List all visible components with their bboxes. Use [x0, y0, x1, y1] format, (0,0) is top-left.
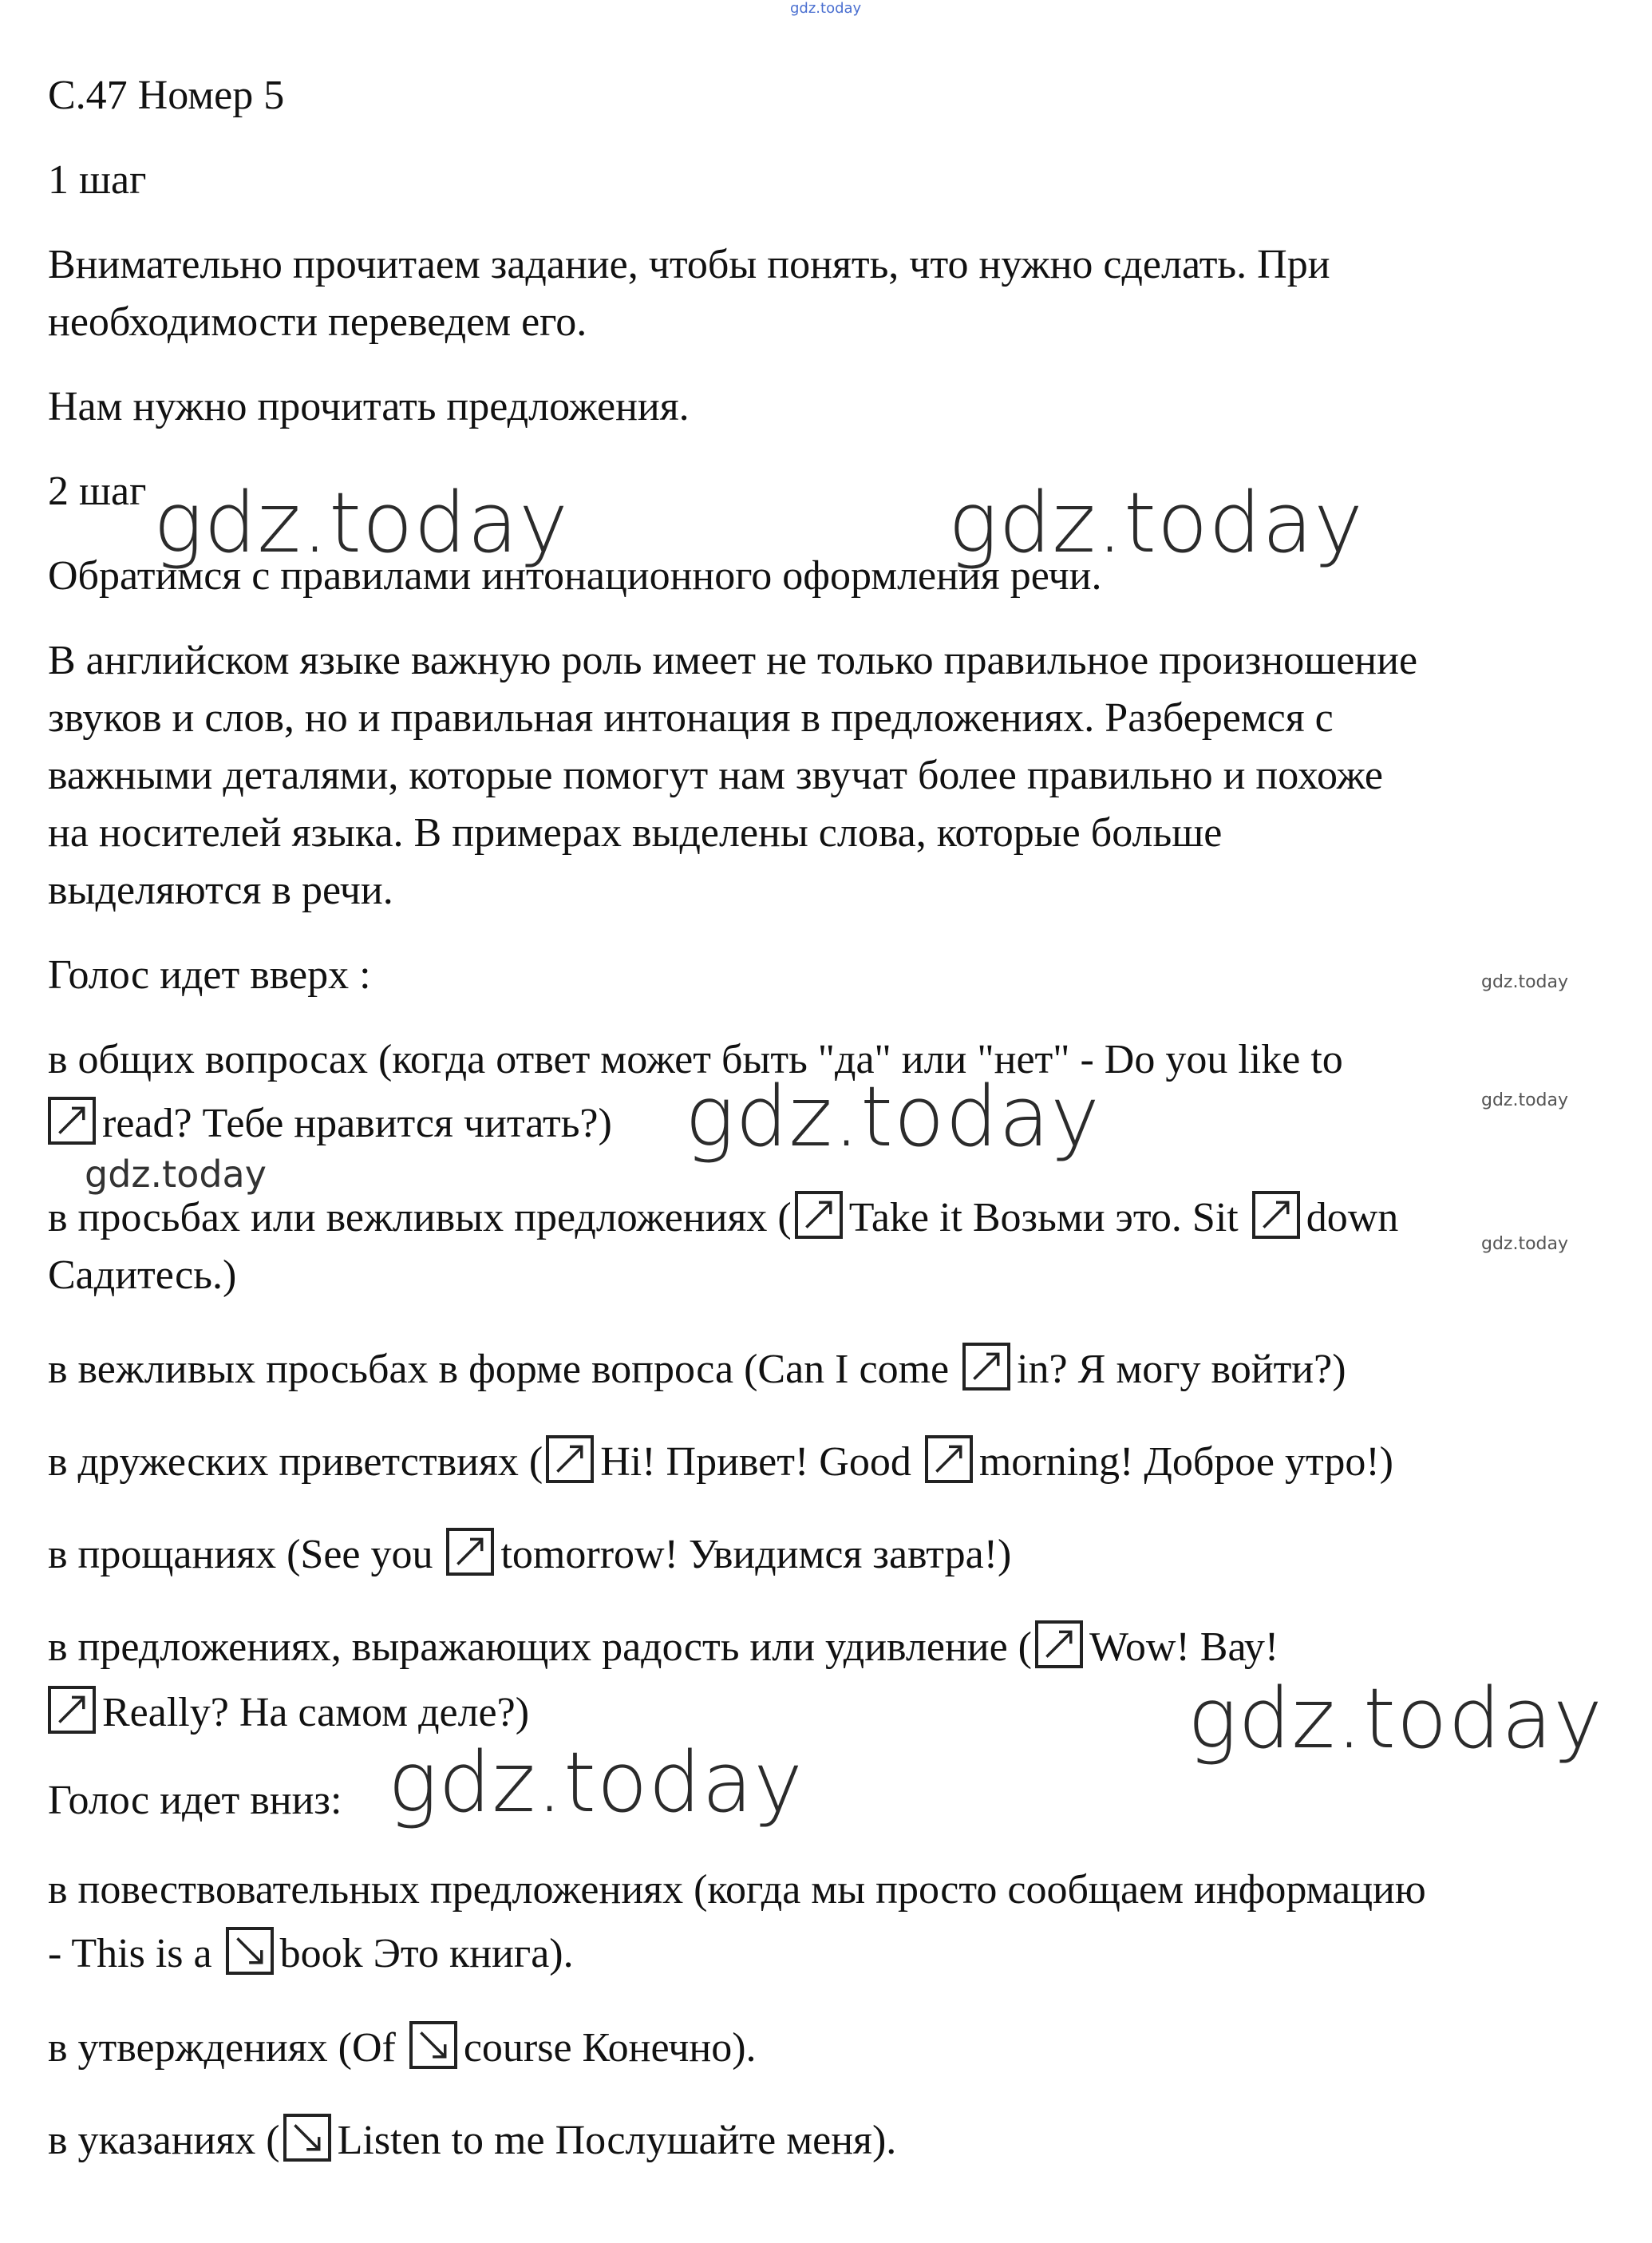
rising-requests-line1	[48, 1189, 1398, 1247]
arrow-up-right-icon	[1035, 1620, 1083, 1668]
rising-bye-text-b: tomorrow! Увидимся завтра!)	[500, 1532, 1012, 1577]
arrow-down-right-icon	[283, 2114, 331, 2162]
rising-heading: Голос идет вверх :	[48, 952, 371, 998]
arrow-up-right-icon	[446, 1528, 494, 1576]
falling-instr-text-a: в указаниях (	[48, 2118, 280, 2163]
rising-requests-text-a: в просьбах или вежливых предложениях (	[48, 1195, 792, 1240]
falling-heading: Голос идет вниз:	[48, 1778, 342, 1823]
arrow-up-right-icon	[925, 1435, 973, 1483]
falling-narrative-line1: в повествовательных предложениях (когда мы просто сообщаем информацию	[48, 1867, 1426, 1913]
watermark-top: gdz.today	[790, 0, 862, 17]
step2-label: 2 шаг	[48, 469, 147, 514]
step2-text-line5: выделяются в речи.	[48, 868, 393, 913]
rising-requests-text-c: down	[1306, 1195, 1399, 1240]
rising-general-q-line1: в общих вопросах (когда ответ может быть "да" или "нет" - Do you like to	[48, 1037, 1343, 1082]
arrow-up-right-icon	[962, 1343, 1010, 1391]
rising-general-q-line2	[48, 1095, 612, 1153]
falling-narrative-line2	[48, 1925, 574, 1983]
rising-greet-text-b: Hi! Привет! Good	[600, 1439, 922, 1485]
rising-joy-text-b: Wow! Вау!	[1089, 1624, 1279, 1670]
falling-stmt-text-a: в утверждениях (Of	[48, 2025, 406, 2071]
falling-narr-text-a: - This is a	[48, 1931, 223, 1976]
watermark: gdz.today	[685, 1068, 1101, 1165]
arrow-up-right-icon	[48, 1686, 96, 1734]
watermark: gdz.today	[1481, 1090, 1569, 1110]
watermark: gdz.today	[948, 474, 1364, 572]
rising-joy-text-c: Really? На самом деле?)	[102, 1690, 530, 1735]
arrow-up-right-icon	[48, 1097, 96, 1145]
rising-polite-text-b: in? Я могу войти?)	[1017, 1347, 1346, 1392]
watermark: gdz.today	[85, 1153, 267, 1196]
step2-text-line2: звуков и слов, но и правильная интонация в предложениях. Разберемся с	[48, 695, 1334, 741]
rising-polite	[48, 1341, 1346, 1398]
step1-text-line2: необходимости переведем его.	[48, 299, 587, 345]
rising-polite-text-a: в вежливых просьбах в форме вопроса (Can I come	[48, 1347, 960, 1392]
step1-task: Нам нужно прочитать предложения.	[48, 384, 690, 429]
falling-narr-text-b: book Это книга).	[279, 1931, 574, 1976]
step2-text-line3: важными деталями, которые помогут нам звучат более правильно и похоже	[48, 753, 1384, 798]
rising-greet-text-c: morning! Доброе утро!)	[978, 1439, 1393, 1485]
watermark: gdz.today	[1481, 1234, 1569, 1254]
watermark: gdz.today	[153, 474, 569, 572]
falling-instructions	[48, 2112, 896, 2170]
rising-joy-text-a: в предложениях, выражающих радость или удивление (	[48, 1624, 1032, 1670]
arrow-up-right-icon	[546, 1435, 594, 1483]
arrow-down-right-icon	[226, 1927, 274, 1975]
rising-greet-text-a: в дружеских приветствиях (	[48, 1439, 543, 1485]
step2-text-line1: В английском языке важную роль имеет не только правильное произношение	[48, 638, 1418, 683]
rising-requests-text-b: Take it Возьми это. Sit	[848, 1195, 1249, 1240]
page-title: С.47 Номер 5	[48, 73, 285, 118]
arrow-down-right-icon	[409, 2021, 457, 2069]
step1-text-line1: Внимательно прочитаем задание, чтобы понять, что нужно сделать. При	[48, 242, 1330, 287]
watermark: gdz.today	[388, 1734, 804, 1831]
watermark: gdz.today	[1188, 1670, 1603, 1767]
falling-instr-text-b: Listen to me Послушайте меня).	[337, 2118, 897, 2163]
rising-general-q-text: read? Тебе нравится читать?)	[102, 1101, 612, 1146]
falling-statements	[48, 2019, 757, 2077]
rising-joy-line1	[48, 1619, 1279, 1676]
step1-label: 1 шаг	[48, 157, 147, 203]
arrow-up-right-icon	[795, 1191, 843, 1239]
step2-intro: Обратимся с правилами интонационного оформления речи.	[48, 553, 1102, 599]
rising-requests-line2: Садитесь.)	[48, 1252, 237, 1298]
rising-farewell	[48, 1526, 1011, 1584]
arrow-up-right-icon	[1252, 1191, 1300, 1239]
falling-stmt-text-b: course Конечно).	[463, 2025, 757, 2071]
watermark: gdz.today	[1481, 972, 1569, 992]
rising-greetings	[48, 1434, 1393, 1491]
rising-bye-text-a: в прощаниях (See you	[48, 1532, 444, 1577]
step2-text-line4: на носителей языка. В примерах выделены слова, которые больше	[48, 810, 1223, 856]
